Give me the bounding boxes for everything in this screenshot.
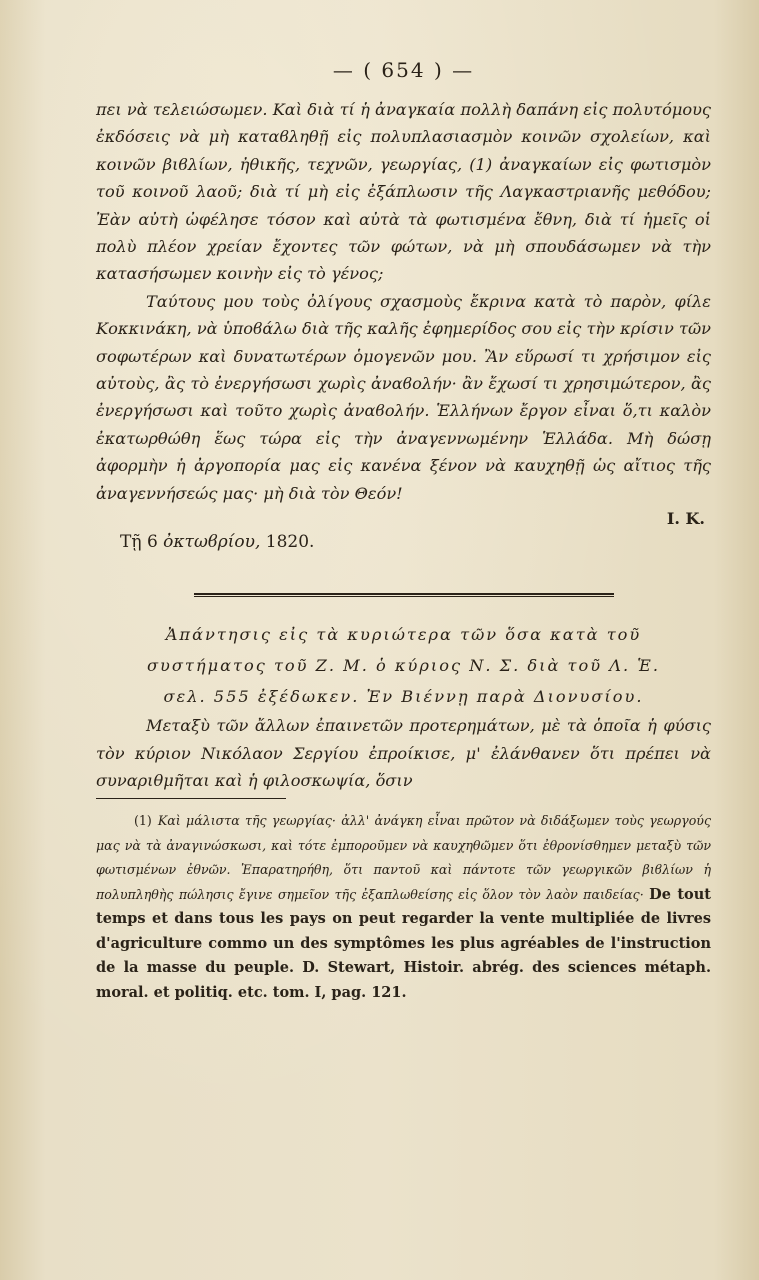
footnote-greek-text: Καὶ μάλιστα τῆς γεωργίας· ἀλλ' ἀνάγκη εἶναι πρῶτον νὰ διδάξωμεν τοὺς γεωργούς μας νὰ τὰ ἀναγινώσκωσι, καὶ τότε ἐμποροῦμεν νὰ καυχηθῶμεν ὅτι ἐθρονίσθημεν μεταξὺ τῶν φωτισμένων ἐθνῶν. Ἐπαρατηρήθη, ὅτι παντοῦ καὶ πάντοτε τῶν γεωργικῶν βιϐλίων ἡ πολυπληθὴς πώλησις ἔγινε σημεῖον τῆς ἐξαπλωθείσης εἰς ὅλον τὸν λαὸν παιδείας· [96,813,711,902]
letter-date [120,528,711,556]
page-number-header: — ( 654 ) — [332,58,475,82]
footnote-latin-text: De tout temps et dans tous les pays on peut regarder la vente multipliée de livres d'agriculture commo un des symptômes les plus agréables de l'instruction de la masse du peuple. D. Stewart, Histoir. abrég. des sciences métaph. moral. et politiq. etc. tom. I, pag. 121. [96,885,711,1001]
date-day: 6 [146,532,158,553]
letter-body [96,96,711,507]
footnote-divider [96,798,286,799]
article-title-line-2: συστήματος τοῦ Ζ. Μ. ὁ κύριος Ν. Σ. διὰ τοῦ Λ. Ἑ. [146,656,660,676]
article-title-line-3: σελ. 555 ἐξέδωκεν. Ἐν Βιέννῃ παρὰ Διονυσίου. [163,687,644,707]
article-title [96,619,711,712]
letter-paragraph-2: Ταύτους μου τοὺς ὀλίγους σχασμοὺς ἔκρινα κατὰ τὸ παρὸν, φίλε Κοκκινάκη, νὰ ὑποϐάλω διὰ τῆς καλῆς ἐφημερίδος σου εἰς τὴν κρίσιν τῶν σοφωτέρων καὶ δυνατωτέρων ὁμογενῶν μου. Ἂν εὕρωσί τι χρήσιμον εἰς αὐτοὺς, ἂς τὸ ἐνεργήσωσι χωρὶς ἀναϐολήν· ἂν ἔχωσί τι χρησιμώτερον, ἂς ἐνεργήσωσι καὶ τοῦτο χωρὶς ἀναϐολήν. Ἑλλήνων ἔργον εἶναι ὅ,τι καλὸν ἐκατωρθώθη ἕως τώρα εἰς τὴν ἀναγεννωμένην Ἑλλάδα. Μὴ δώσῃ ἀφορμὴν ἡ ἀργοπορία μας εἰς κανένα ξένον νὰ καυχηθῇ ὡς αἴτιος τῆς ἀναγεννήσεώς μας· μὴ διὰ τὸν Θεόν! [96,291,711,503]
footnote-marker: (1) [134,813,152,829]
date-year: 1820. [265,532,315,553]
article-paragraph-1: Μεταξὺ τῶν ἄλλων ἐπαινετῶν προτερημάτων, μὲ τὰ ὁποῖα ἡ φύσις τὸν κύριον Νικόλαον Σεργίου ἐπροίκισε, μ' ἐλάνθανεν ὅτι πρέπει νὰ συναριθμῆται καὶ ἡ φιλοσκωψία, ὅσιν [96,716,711,790]
letter-paragraph-1: πει νὰ τελειώσωμεν. Καὶ διὰ τί ἡ ἀναγκαία πολλὴ δαπάνη εἰς πολυτόμους ἐκδόσεις νὰ μὴ καταϐληθῇ εἰς πολυπλασιασμὸν κοινῶν σχολείων, καὶ κοινῶν βιϐλίων, ἠθικῆς, τεχνῶν, γεωργίας, (1) ἀναγκαίων εἰς φωτισμὸν τοῦ κοινοῦ λαοῦ; διὰ τί μὴ εἰς ἐξάπλωσιν τῆς Λαγκαστριανῆς μεθόδου; Ἐὰν αὐτὴ ὠφέλησε τόσον καὶ αὐτὰ τὰ φωτισμένα ἔθνη, διὰ τί ἡμεῖς οἱ πολὺ πλέον χρείαν ἔχοντες τῶν φώτων, νὰ μὴ σπουδάσωμεν νὰ τὴν κατασήσωμεν κοινὴν εἰς τὸ γένος; [96,100,711,284]
article-title-line-1: Ἀπάντησις εἰς τὰ κυριώτερα τῶν ὅσα κατὰ τοῦ [165,625,642,645]
date-month: ὀκτωϐρίου, [163,532,261,553]
footnote [96,809,711,1005]
date-prefix: Τῇ [120,532,142,553]
article-body [96,712,711,794]
letter-signature: I. K. [666,509,705,529]
section-divider [96,582,711,601]
